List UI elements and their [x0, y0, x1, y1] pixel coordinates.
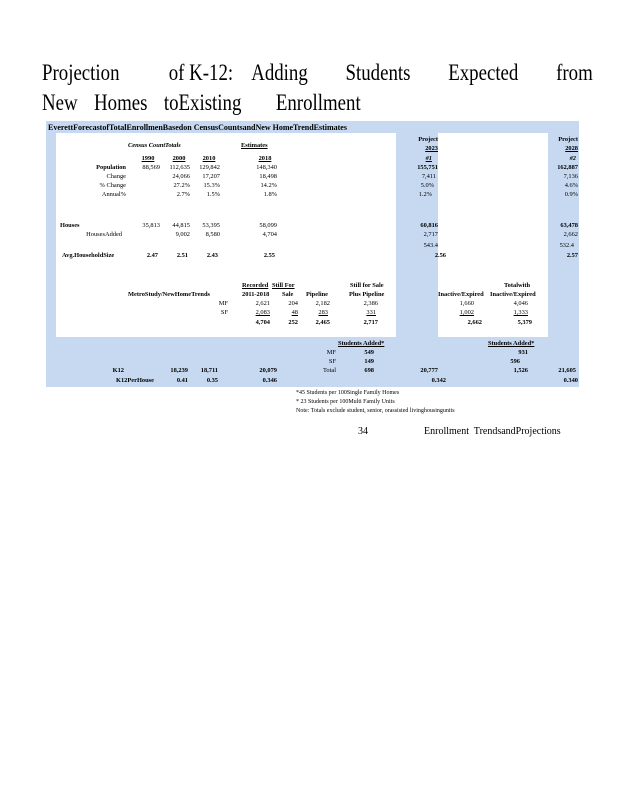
cell: 2.56 — [434, 252, 446, 259]
cell: 88,569 — [142, 164, 160, 171]
cell: 596 — [510, 358, 520, 365]
year-2010: 2010 — [202, 155, 216, 162]
row-label-change: Change — [106, 173, 126, 180]
cell: 8,580 — [205, 231, 220, 238]
cell: 14.2% — [260, 182, 277, 189]
project1-num: #1 — [425, 155, 432, 162]
pipeline-header: Pipeline — [306, 291, 329, 298]
cell: 24,066 — [172, 173, 190, 180]
cell: 2.7% — [176, 191, 190, 198]
students-row-label: SF — [328, 358, 336, 365]
cell: 0.41 — [176, 377, 188, 384]
cell: 2,717 — [423, 231, 438, 238]
cell: 2.43 — [206, 252, 218, 259]
cell: 0.346 — [262, 377, 277, 384]
cell: 4,704 — [262, 231, 277, 238]
footer-title: Enrollment TrendsandProjections — [424, 426, 561, 437]
cell: 162,887 — [557, 164, 578, 171]
cell: 2,621 — [255, 300, 270, 307]
cell: 1.2% — [418, 191, 432, 198]
cell: 155,751 — [417, 164, 438, 171]
students-row-label: MF — [326, 349, 336, 356]
project2-year: 2028 — [565, 145, 578, 152]
row-label-k12-per-house: K12PerHouse — [116, 377, 154, 384]
heading-word: toExisting — [163, 90, 242, 115]
cell: 698 — [364, 367, 374, 374]
project1-label: Project — [418, 136, 438, 143]
cell: 2,662 — [467, 319, 482, 326]
cell: 2.57 — [566, 252, 578, 259]
cell: 931 — [518, 349, 528, 356]
row-label-houses-added: HousesAdded — [86, 231, 122, 238]
cell: 44,815 — [172, 222, 190, 229]
year-2018: 2018 — [258, 155, 272, 162]
note-2: * 23 Students per 100Multi Family Units — [296, 399, 395, 405]
inactive-expired-header-1: Inactive/Expired — [438, 291, 484, 298]
cell: 0.35 — [206, 377, 218, 384]
recorded-header: Recorded — [242, 282, 269, 289]
cell: 1.5% — [206, 191, 220, 198]
cell: 48 — [291, 309, 298, 316]
cell: 5,379 — [517, 319, 532, 326]
page-heading-line-2 — [42, 90, 361, 116]
note-1: *45 Students per 100Single Family Homes — [296, 390, 400, 396]
heading-word: Homes — [94, 90, 148, 115]
cell: 549 — [364, 349, 374, 356]
year-2000: 2000 — [172, 155, 186, 162]
cell: 204 — [288, 300, 298, 307]
students-added-header: Students Added* — [338, 340, 385, 347]
cell: 331 — [366, 309, 376, 316]
sale-header: Sale — [282, 291, 294, 298]
cell: 15.3% — [203, 182, 220, 189]
plus-pipeline-header: Plus Pipeline — [349, 291, 385, 298]
row-label-k12: K12 — [112, 367, 124, 374]
cell: 283 — [318, 309, 328, 316]
heading-word: Students — [345, 60, 411, 85]
cell: 20,079 — [259, 367, 277, 374]
cell: 1,660 — [459, 300, 474, 307]
cell: 21,605 — [558, 367, 576, 374]
row-label-population: Population — [96, 164, 126, 171]
cell: 2,083 — [255, 309, 270, 316]
students-added-header-2: Students Added* — [488, 340, 535, 347]
inactive-expired-header-2: Inactive/Expired — [490, 291, 536, 298]
students-row-label: Total — [322, 367, 336, 374]
cell: 58,099 — [259, 222, 277, 229]
page-heading-line-1 — [42, 60, 593, 86]
cell: 18,711 — [200, 367, 218, 374]
cell: 112,635 — [169, 164, 190, 171]
cell: 532.4 — [559, 242, 574, 249]
cell: 149 — [364, 358, 374, 365]
cell: 18,498 — [259, 173, 277, 180]
cell: 148,340 — [256, 164, 277, 171]
year-1990: 1990 — [141, 155, 155, 162]
row-label-hh-size: Avg.HouseholdSize — [62, 252, 115, 259]
cell: 0.342 — [431, 377, 446, 384]
heading-word: New — [42, 90, 78, 115]
cell: 17,207 — [202, 173, 220, 180]
heading-word: Adding — [251, 60, 308, 85]
project1-year: 2023 — [425, 145, 438, 152]
cell: 53,395 — [202, 222, 220, 229]
row-label-annual: Annual% — [101, 191, 126, 198]
cell: 1,526 — [513, 367, 528, 374]
cell: 2,717 — [363, 319, 378, 326]
heading-word: Enrollment — [275, 90, 361, 115]
metro-study-label: MetroStudy/NewHomeTrends — [128, 291, 211, 298]
cell: 543.4 — [423, 242, 438, 249]
total-with-header: Totalwith — [504, 282, 531, 289]
census-count-header: Census Count — [128, 142, 166, 149]
cell: 7,411 — [421, 173, 436, 180]
pipeline-row-label: SF — [220, 309, 228, 316]
project2-num: #2 — [569, 155, 576, 162]
row-label-pct-change: % Change — [99, 182, 126, 189]
cell: 1,002 — [459, 309, 474, 316]
cell: 2.55 — [263, 252, 275, 259]
pipeline-row-label: MF — [218, 300, 228, 307]
cell: 252 — [288, 319, 298, 326]
still-for-sale-header: Still for Sale — [350, 282, 384, 289]
cell: 35,813 — [142, 222, 160, 229]
cell: 129,842 — [199, 164, 220, 171]
cell: 1,333 — [513, 309, 528, 316]
cell: 60,816 — [420, 222, 438, 229]
heading-word: of K-12: — [168, 60, 234, 85]
cell: 0.340 — [563, 377, 578, 384]
cell: 0.9% — [564, 191, 578, 198]
estimates-header: Estimates — [241, 142, 268, 149]
cell: 2.51 — [176, 252, 188, 259]
cell: 2,662 — [563, 231, 578, 238]
cell: 63,478 — [560, 222, 578, 229]
cell: 2,465 — [315, 319, 330, 326]
cell: 2,386 — [363, 300, 378, 307]
cell: 4,704 — [255, 319, 270, 326]
row-label-houses: Houses — [60, 222, 80, 229]
heading-word: Expected — [448, 60, 519, 85]
heading-word: Projection — [42, 60, 120, 85]
cell: 2.47 — [146, 252, 158, 259]
still-for-header: Still For — [272, 282, 295, 289]
project2-label: Project — [558, 136, 578, 143]
page-number: 34 — [358, 426, 368, 437]
recorded-year-header: 2011-2018 — [242, 291, 270, 298]
cell: 9,002 — [175, 231, 190, 238]
heading-word: from — [556, 60, 593, 85]
totals-header: Totals — [165, 142, 181, 149]
cell: 4.6% — [564, 182, 578, 189]
table-title: EverettForecastofTotalEnrollmenBasedon CensusCountsandNew HomeTrendEstimates — [48, 123, 347, 132]
note-3: Note: Totals exclude student, senior, orassisted livinghousingunits — [296, 408, 455, 414]
cell: 18,239 — [170, 367, 188, 374]
cell: 7,136 — [563, 173, 578, 180]
cell: 2,182 — [315, 300, 330, 307]
cell: 5.0% — [420, 182, 434, 189]
cell: 20,777 — [420, 367, 438, 374]
cell: 1.8% — [263, 191, 277, 198]
cell: 4,046 — [513, 300, 528, 307]
cell: 27.2% — [173, 182, 190, 189]
